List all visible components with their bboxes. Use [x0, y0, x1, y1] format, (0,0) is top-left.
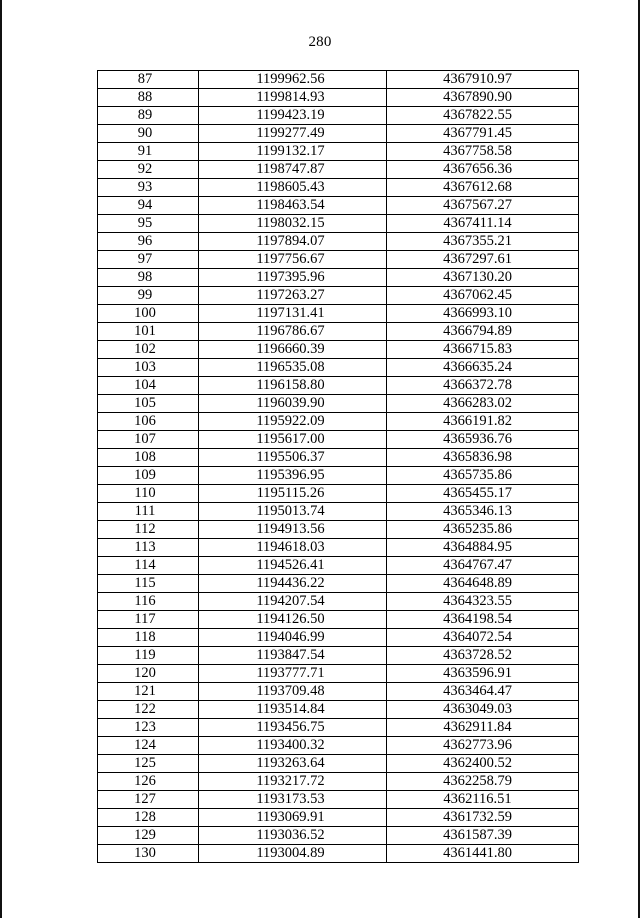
- y-coordinate-cell: 4361441.80: [387, 845, 579, 863]
- x-coordinate-cell: 1196786.67: [199, 323, 387, 341]
- point-number-cell: 126: [98, 773, 199, 791]
- point-number-cell: 125: [98, 755, 199, 773]
- y-coordinate-cell: 4366794.89: [387, 323, 579, 341]
- x-coordinate-cell: 1194046.99: [199, 629, 387, 647]
- y-coordinate-cell: 4363049.03: [387, 701, 579, 719]
- point-number-cell: 87: [98, 71, 199, 89]
- y-coordinate-cell: 4367411.14: [387, 215, 579, 233]
- point-number-cell: 117: [98, 611, 199, 629]
- y-coordinate-cell: 4362911.84: [387, 719, 579, 737]
- y-coordinate-cell: 4367355.21: [387, 233, 579, 251]
- table-row: [98, 71, 579, 89]
- point-number-cell: 95: [98, 215, 199, 233]
- x-coordinate-cell: 1193400.32: [199, 737, 387, 755]
- table-row: [98, 143, 579, 161]
- y-coordinate-cell: 4363728.52: [387, 647, 579, 665]
- table-row: [98, 737, 579, 755]
- point-number-cell: 128: [98, 809, 199, 827]
- y-coordinate-cell: 4366283.02: [387, 395, 579, 413]
- y-coordinate-cell: 4362116.51: [387, 791, 579, 809]
- point-number-cell: 92: [98, 161, 199, 179]
- y-coordinate-cell: 4367612.68: [387, 179, 579, 197]
- x-coordinate-cell: 1195922.09: [199, 413, 387, 431]
- point-number-cell: 107: [98, 431, 199, 449]
- y-coordinate-cell: 4366993.10: [387, 305, 579, 323]
- x-coordinate-cell: 1198605.43: [199, 179, 387, 197]
- x-coordinate-cell: 1194126.50: [199, 611, 387, 629]
- table-row: [98, 215, 579, 233]
- y-coordinate-cell: 4362400.52: [387, 755, 579, 773]
- point-number-cell: 127: [98, 791, 199, 809]
- point-number-cell: 129: [98, 827, 199, 845]
- y-coordinate-cell: 4365735.86: [387, 467, 579, 485]
- point-number-cell: 123: [98, 719, 199, 737]
- table-row: [98, 179, 579, 197]
- y-coordinate-cell: 4364323.55: [387, 593, 579, 611]
- point-number-cell: 93: [98, 179, 199, 197]
- y-coordinate-cell: 4365235.86: [387, 521, 579, 539]
- point-number-cell: 118: [98, 629, 199, 647]
- page-number: 280: [308, 34, 332, 50]
- table-row: [98, 701, 579, 719]
- point-number-cell: 110: [98, 485, 199, 503]
- y-coordinate-cell: 4367910.97: [387, 71, 579, 89]
- y-coordinate-cell: 4364767.47: [387, 557, 579, 575]
- y-coordinate-cell: 4364884.95: [387, 539, 579, 557]
- table-row: [98, 377, 579, 395]
- point-number-cell: 130: [98, 845, 199, 863]
- x-coordinate-cell: 1193514.84: [199, 701, 387, 719]
- point-number-cell: 98: [98, 269, 199, 287]
- y-coordinate-cell: 4367791.45: [387, 125, 579, 143]
- y-coordinate-cell: 4365455.17: [387, 485, 579, 503]
- table-row: [98, 503, 579, 521]
- y-coordinate-cell: 4367890.90: [387, 89, 579, 107]
- x-coordinate-cell: 1193847.54: [199, 647, 387, 665]
- table-row: [98, 629, 579, 647]
- table-row: [98, 269, 579, 287]
- y-coordinate-cell: 4363464.47: [387, 683, 579, 701]
- coordinates-table-body: [98, 71, 579, 863]
- point-number-cell: 106: [98, 413, 199, 431]
- point-number-cell: 103: [98, 359, 199, 377]
- x-coordinate-cell: 1193069.91: [199, 809, 387, 827]
- y-coordinate-cell: 4367062.45: [387, 287, 579, 305]
- point-number-cell: 96: [98, 233, 199, 251]
- table-row: [98, 611, 579, 629]
- table-row: [98, 395, 579, 413]
- y-coordinate-cell: 4367758.58: [387, 143, 579, 161]
- table-row: [98, 89, 579, 107]
- point-number-cell: 115: [98, 575, 199, 593]
- point-number-cell: 94: [98, 197, 199, 215]
- y-coordinate-cell: 4364198.54: [387, 611, 579, 629]
- coordinates-table: [97, 70, 579, 863]
- x-coordinate-cell: 1197263.27: [199, 287, 387, 305]
- table-row: [98, 791, 579, 809]
- y-coordinate-cell: 4361587.39: [387, 827, 579, 845]
- point-number-cell: 108: [98, 449, 199, 467]
- table-row: [98, 593, 579, 611]
- y-coordinate-cell: 4367567.27: [387, 197, 579, 215]
- x-coordinate-cell: 1197131.41: [199, 305, 387, 323]
- point-number-cell: 113: [98, 539, 199, 557]
- x-coordinate-cell: 1196039.90: [199, 395, 387, 413]
- x-coordinate-cell: 1195115.26: [199, 485, 387, 503]
- point-number-cell: 102: [98, 341, 199, 359]
- table-row: [98, 665, 579, 683]
- x-coordinate-cell: 1193777.71: [199, 665, 387, 683]
- x-coordinate-cell: 1199962.56: [199, 71, 387, 89]
- table-row: [98, 305, 579, 323]
- y-coordinate-cell: 4364648.89: [387, 575, 579, 593]
- table-row: [98, 557, 579, 575]
- table-row: [98, 251, 579, 269]
- table-row: [98, 575, 579, 593]
- x-coordinate-cell: 1199814.93: [199, 89, 387, 107]
- y-coordinate-cell: 4361732.59: [387, 809, 579, 827]
- y-coordinate-cell: 4367130.20: [387, 269, 579, 287]
- x-coordinate-cell: 1194526.41: [199, 557, 387, 575]
- table-row: [98, 197, 579, 215]
- point-number-cell: 91: [98, 143, 199, 161]
- y-coordinate-cell: 4365936.76: [387, 431, 579, 449]
- x-coordinate-cell: 1197395.96: [199, 269, 387, 287]
- table-row: [98, 755, 579, 773]
- x-coordinate-cell: 1198463.54: [199, 197, 387, 215]
- table-row: [98, 341, 579, 359]
- y-coordinate-cell: 4366635.24: [387, 359, 579, 377]
- x-coordinate-cell: 1197756.67: [199, 251, 387, 269]
- x-coordinate-cell: 1197894.07: [199, 233, 387, 251]
- table-row: [98, 845, 579, 863]
- x-coordinate-cell: 1193173.53: [199, 791, 387, 809]
- y-coordinate-cell: 4367822.55: [387, 107, 579, 125]
- table-row: [98, 323, 579, 341]
- table-row: [98, 431, 579, 449]
- x-coordinate-cell: 1198747.87: [199, 161, 387, 179]
- table-row: [98, 521, 579, 539]
- x-coordinate-cell: 1199423.19: [199, 107, 387, 125]
- x-coordinate-cell: 1195396.95: [199, 467, 387, 485]
- table-row: [98, 773, 579, 791]
- point-number-cell: 124: [98, 737, 199, 755]
- x-coordinate-cell: 1196660.39: [199, 341, 387, 359]
- y-coordinate-cell: 4362773.96: [387, 737, 579, 755]
- x-coordinate-cell: 1194618.03: [199, 539, 387, 557]
- point-number-cell: 90: [98, 125, 199, 143]
- point-number-cell: 111: [98, 503, 199, 521]
- y-coordinate-cell: 4366191.82: [387, 413, 579, 431]
- y-coordinate-cell: 4367656.36: [387, 161, 579, 179]
- table-row: [98, 359, 579, 377]
- y-coordinate-cell: 4367297.61: [387, 251, 579, 269]
- table-row: [98, 539, 579, 557]
- point-number-cell: 101: [98, 323, 199, 341]
- point-number-cell: 104: [98, 377, 199, 395]
- table-row: [98, 449, 579, 467]
- x-coordinate-cell: 1193709.48: [199, 683, 387, 701]
- x-coordinate-cell: 1193217.72: [199, 773, 387, 791]
- point-number-cell: 119: [98, 647, 199, 665]
- table-row: [98, 719, 579, 737]
- x-coordinate-cell: 1193036.52: [199, 827, 387, 845]
- point-number-cell: 99: [98, 287, 199, 305]
- table-row: [98, 233, 579, 251]
- table-row: [98, 809, 579, 827]
- point-number-cell: 109: [98, 467, 199, 485]
- table-row: [98, 287, 579, 305]
- point-number-cell: 97: [98, 251, 199, 269]
- table-row: [98, 107, 579, 125]
- point-number-cell: 112: [98, 521, 199, 539]
- x-coordinate-cell: 1199132.17: [199, 143, 387, 161]
- x-coordinate-cell: 1195506.37: [199, 449, 387, 467]
- x-coordinate-cell: 1195617.00: [199, 431, 387, 449]
- y-coordinate-cell: 4365346.13: [387, 503, 579, 521]
- point-number-cell: 114: [98, 557, 199, 575]
- x-coordinate-cell: 1193456.75: [199, 719, 387, 737]
- point-number-cell: 122: [98, 701, 199, 719]
- coordinates-table-wrapper: [97, 70, 578, 863]
- table-row: [98, 683, 579, 701]
- x-coordinate-cell: 1199277.49: [199, 125, 387, 143]
- x-coordinate-cell: 1195013.74: [199, 503, 387, 521]
- table-row: [98, 647, 579, 665]
- point-number-cell: 120: [98, 665, 199, 683]
- y-coordinate-cell: 4366715.83: [387, 341, 579, 359]
- point-number-cell: 121: [98, 683, 199, 701]
- table-row: [98, 161, 579, 179]
- table-row: [98, 827, 579, 845]
- x-coordinate-cell: 1194207.54: [199, 593, 387, 611]
- point-number-cell: 88: [98, 89, 199, 107]
- y-coordinate-cell: 4366372.78: [387, 377, 579, 395]
- table-row: [98, 467, 579, 485]
- y-coordinate-cell: 4363596.91: [387, 665, 579, 683]
- x-coordinate-cell: 1196158.80: [199, 377, 387, 395]
- point-number-cell: 89: [98, 107, 199, 125]
- x-coordinate-cell: 1193004.89: [199, 845, 387, 863]
- table-row: [98, 413, 579, 431]
- y-coordinate-cell: 4365836.98: [387, 449, 579, 467]
- point-number-cell: 100: [98, 305, 199, 323]
- x-coordinate-cell: 1198032.15: [199, 215, 387, 233]
- y-coordinate-cell: 4362258.79: [387, 773, 579, 791]
- x-coordinate-cell: 1196535.08: [199, 359, 387, 377]
- x-coordinate-cell: 1194913.56: [199, 521, 387, 539]
- table-row: [98, 485, 579, 503]
- x-coordinate-cell: 1194436.22: [199, 575, 387, 593]
- point-number-cell: 116: [98, 593, 199, 611]
- table-row: [98, 125, 579, 143]
- y-coordinate-cell: 4364072.54: [387, 629, 579, 647]
- x-coordinate-cell: 1193263.64: [199, 755, 387, 773]
- point-number-cell: 105: [98, 395, 199, 413]
